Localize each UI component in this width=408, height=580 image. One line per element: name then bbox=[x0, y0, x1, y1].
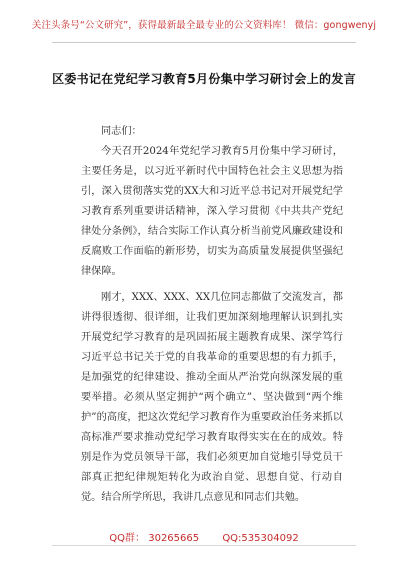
page-footer bbox=[0, 529, 408, 544]
footer-qq-group: QQ群： 30265665 bbox=[109, 533, 200, 544]
footer-divider bbox=[52, 545, 356, 546]
salutation: 同志们： bbox=[101, 126, 142, 137]
paragraph-2: 刚才，XXX、XXX、XX几位同志都做了交流发言，都讲得很透彻、很详细，让我们更加深刻地理解认识到扎实开展党纪学习教育的是巩固拓展主题教育成果、深学笃行习近平总书记关于党的自我革命的重要思想的有力抓手，是加强党的纪律建设、推动全面从严治党向纵深发展的重要举措。必须从坚定拥护“两个确立”、坚决做到“两个维护”的高度，把这次党纪学习教育作为重要政治任务来抓以高标准严要求推动党纪学习教育取得实实在在的成效。特别是作为党员领导干部，我们必须更加自觉地引导党员干部真正把纪律规矩转化为政治自觉、思想自觉、行动自觉。结合所学所思，我讲几点意见和同志们共勉。 bbox=[81, 292, 343, 503]
header-note: 关注头条号“公文研究”，获得最新最全最专业的公文资料库！ 微信：gongwenyj bbox=[31, 20, 377, 31]
header-divider bbox=[52, 42, 356, 43]
paragraph-1: 今天召开2024年党纪学习教育5月份集中学习研讨，主要任务是，以习近平新时代中国特色社会主义思想为指引，深入贯彻落实党的XX大和习近平总书记对开展党纪学习教育系列重要讲话精神，深入学习贯彻《中共共产党纪律处分条例》，结合实际工作认真分析当前党风廉政建设和反腐败工作面临的新形势，切实为高质量发展提供坚强纪律保障。 bbox=[81, 146, 343, 277]
document-title: 区委书记在党纪学习教育5月份集中学习研讨会上的发言 bbox=[52, 72, 356, 86]
footer-qq-number: QQ:535304092 bbox=[222, 533, 299, 544]
